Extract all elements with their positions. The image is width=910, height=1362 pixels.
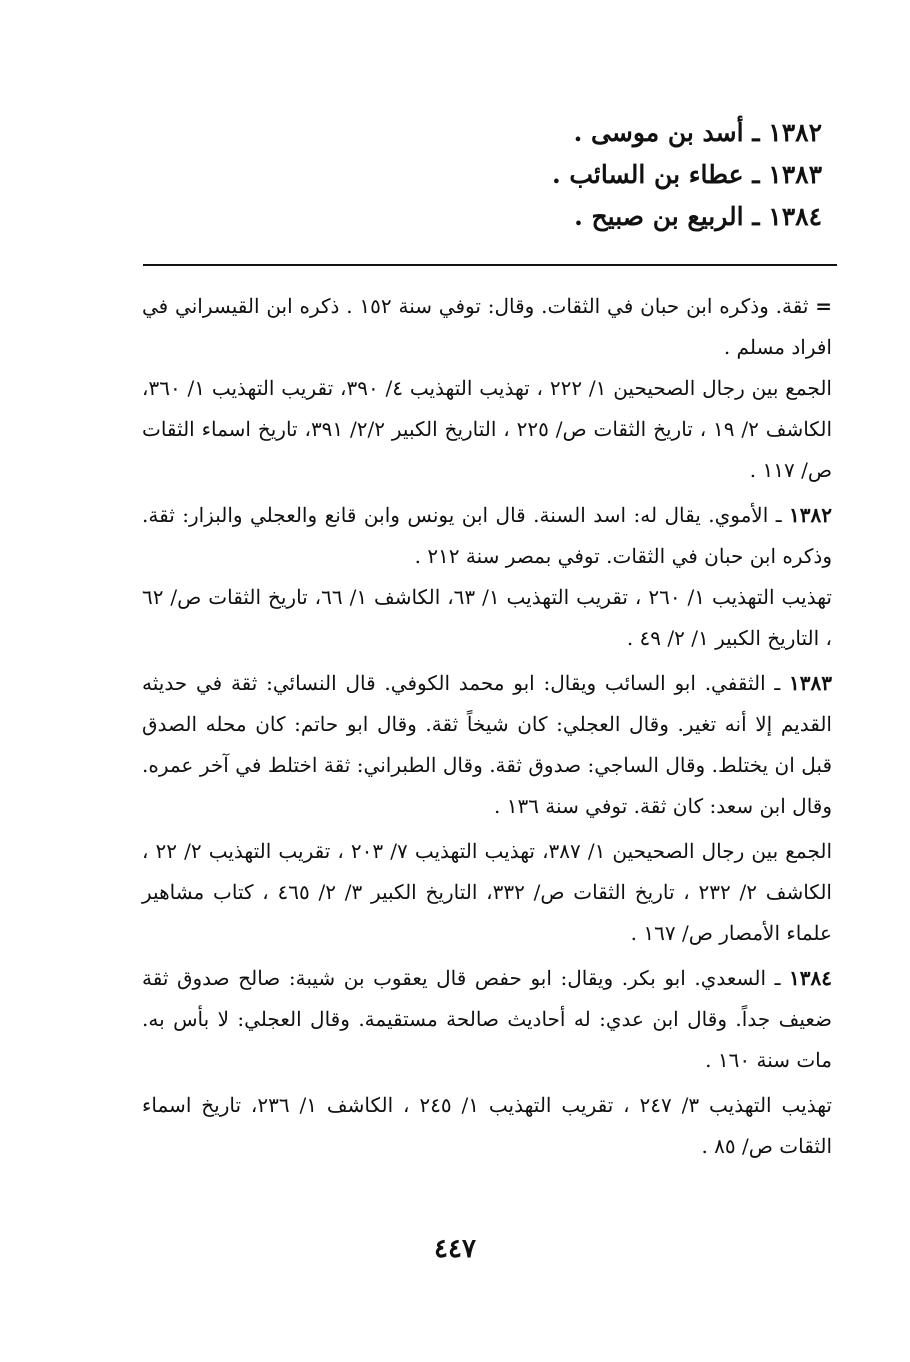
- footnote-divider: [143, 264, 837, 266]
- footnote-text-1384: ـ السعدي. ابو بكر. ويقال: ابو حفص قال يعقوب بن شيبة: صالح صدوق ثقة ضعيف جداً. وقال ابن عدي: له أحاديث صالحة مستقيمة. وقال العجلي: لا بأس به. مات سنة ١٦٠ .: [142, 966, 832, 1072]
- footnote-1382: [142, 495, 832, 577]
- entries-header: [322, 112, 822, 238]
- footnote-number-1382: ١٣٨٢: [789, 503, 832, 527]
- entry-heading-1382: ١٣٨٢ ـ أسد بن موسى .: [573, 118, 822, 147]
- entry-heading-1384: ١٣٨٤ ـ الربيع بن صبيح .: [574, 202, 822, 231]
- footnote-sources-1384: تهذيب التهذيب ٣/ ٢٤٧ ، تقريب التهذيب ١/ ٢٤٥ ، الكاشف ١/ ٢٣٦، تاريخ اسماء الثقات ص/ ٨٥ .: [142, 1093, 832, 1158]
- footnote-number-1384: ١٣٨٤: [789, 966, 832, 990]
- footnote-1383: [142, 663, 832, 827]
- continuation-marker: =: [815, 294, 833, 318]
- entry-heading-1383: ١٣٨٣ ـ عطاء بن السائب .: [551, 160, 822, 189]
- page-number: ٤٤٧: [434, 1234, 476, 1264]
- footnotes: [142, 286, 832, 1167]
- footnote-continued-sources: الجمع بين رجال الصحيحين ١/ ٢٢٢ ، تهذيب التهذيب ٤/ ٣٩٠، تقريب التهذيب ١/ ٣٦٠، الكاشف ٢/ ١٩ ، تاريخ الثقات ص/ ٢٢٥ ، التاريخ الكبير ٢/٢/ ٣٩١، تاريخ اسماء الثقات ص/ ١١٧ .: [142, 376, 832, 482]
- footnote-continued-text: ثقة. وذكره ابن حبان في الثقات. وقال: توفي سنة ١٥٢ . ذكره ابن القيسراني في افراد مسلم .: [142, 294, 832, 359]
- footnote-text-1382: ـ الأموي. يقال له: اسد السنة. قال ابن يونس وابن قانع والعجلي والبزار: ثقة. وذكره ابن حبان في الثقات. توفي بمصر سنة ٢١٢ .: [142, 503, 832, 568]
- footnote-1384: [142, 958, 832, 1081]
- footnote-number-1383: ١٣٨٣: [789, 671, 832, 695]
- footnote-sources-1383: الجمع بين رجال الصحيحين ١/ ٣٨٧، تهذيب التهذيب ٧/ ٢٠٣ ، تقريب التهذيب ٢/ ٢٢ ، الكاشف ٢/ ٢٣٢ ، تاريخ الثقات ص/ ٣٣٢، التاريخ الكبير ٣/ ٢/ ٤٦٥ ، كتاب مشاهير علماء الأمصار ص/ ١٦٧ .: [142, 839, 833, 945]
- footnote-text-1383: ـ الثقفي. ابو السائب ويقال: ابو محمد الكوفي. قال النسائي: ثقة في حديثه القديم إلا أنه تغير. وقال العجلي: كان شيخاً ثقة. وقال ابو حاتم: كان محله الصدق قبل ان يختلط. وقال الساجي: صدوق ثقة. وقال الطبراني: ثقة اختلط في آخر عمره. وقال ابن سعد: كان ثقة. توفي سنة ١٣٦ .: [142, 671, 832, 818]
- footnote-continued: [142, 286, 832, 368]
- footnote-sources-1382: تهذيب التهذيب ١/ ٢٦٠ ، تقريب التهذيب ١/ ٦٣، الكاشف ١/ ٦٦، تاريخ الثقات ص/ ٦٢ ، التاريخ الكبير ١/ ٢/ ٤٩ .: [142, 585, 832, 650]
